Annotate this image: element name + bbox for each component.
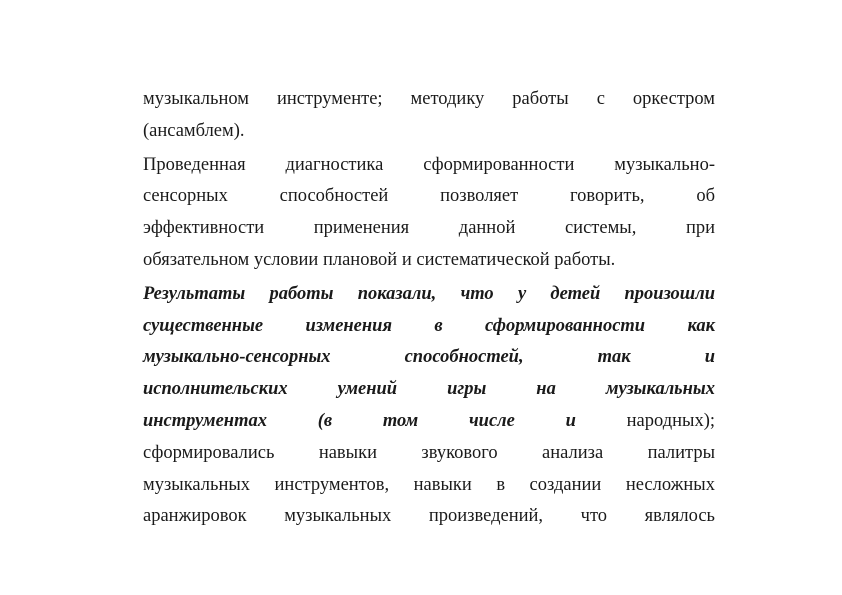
paragraph-1	[143, 84, 715, 148]
text-line: сформировались навыки звукового анализа палитры	[143, 442, 715, 463]
text-line: эффективности применения данной системы, при	[143, 218, 715, 239]
mixed-text-line	[143, 406, 715, 438]
emphasized-text-line: существенные изменения в сформированности как	[143, 315, 715, 336]
paragraph-3	[143, 279, 715, 533]
emphasized-text-line: Результаты работы показали, что у детей произошли	[143, 283, 715, 304]
paragraph-2	[143, 150, 715, 277]
regular-text-fragment: народных);	[575, 410, 715, 431]
text-line: (ансамблем).	[143, 120, 245, 141]
emphasized-text-line: музыкально-сенсорных способностей, так и	[143, 347, 715, 368]
text-line: обязательном условии плановой и систематической работы.	[143, 249, 616, 270]
emphasized-text-fragment: инструментах (в том числе и	[143, 410, 576, 431]
text-line: Проведенная диагностика сформированности музыкально-	[143, 154, 715, 175]
emphasized-text-line: исполнительских умений игры на музыкальных	[143, 379, 715, 400]
text-line: сенсорных способностей позволяет говорить, об	[143, 186, 715, 207]
document-text-block	[143, 84, 715, 533]
text-line: музыкальном инструменте; методику работы с оркестром	[143, 89, 715, 109]
text-line: музыкальных инструментов, навыки в создании несложных	[143, 474, 715, 495]
text-line: аранжировок музыкальных произведений, что являлось	[143, 506, 715, 527]
